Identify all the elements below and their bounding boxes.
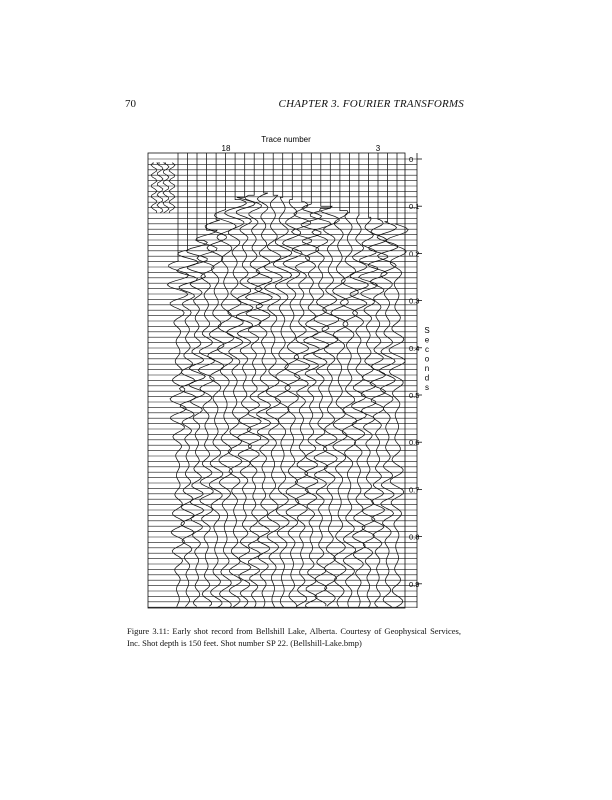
- trace-number-label: Trace number: [261, 135, 311, 144]
- timing-lines: [148, 159, 420, 607]
- time-tick-label: 0.3: [409, 296, 420, 306]
- seismic-trace: [167, 153, 188, 607]
- seconds-axis-title: [424, 326, 429, 392]
- time-tick-label: 0.8: [409, 532, 420, 542]
- seconds-axis-letter: d: [424, 373, 430, 383]
- time-tick-label: 0: [409, 155, 414, 164]
- near-offset-trace: [163, 163, 169, 213]
- time-tick-label: 0.9: [409, 579, 420, 589]
- seismic-trace: [340, 153, 358, 607]
- near-offset-trace: [169, 163, 175, 213]
- time-tick-label: 0.4: [409, 343, 420, 353]
- seismic-trace: [310, 153, 332, 606]
- figure-caption: Figure 3.11: Early shot record from Bellshill Lake, Alberta. Courtesy of Geophysical Services, Inc. Shot depth is 150 feet. Shot number SP 22. (Bellshill-Lake.bmp): [127, 626, 461, 648]
- time-tick-label: 0.7: [409, 485, 420, 495]
- seismic-trace: [196, 153, 217, 606]
- near-offset-trace: [151, 163, 157, 213]
- time-tick-label: 0.6: [409, 438, 420, 448]
- seconds-axis-letter: S: [424, 326, 430, 335]
- trace-label-3: 3: [375, 144, 381, 153]
- near-offset-trace: [157, 163, 163, 213]
- seconds-axis-letter: s: [425, 383, 429, 392]
- running-head: CHAPTER 3. FOURIER TRANSFORMS: [278, 98, 464, 110]
- time-tick-label: 0.1: [409, 202, 420, 212]
- page-number: 70: [125, 98, 136, 110]
- seconds-axis-letter: n: [424, 364, 430, 373]
- time-tick-label: 0.5: [409, 391, 420, 400]
- trace-label-18: 18: [221, 144, 231, 153]
- time-tick-label: 0.2: [409, 249, 420, 259]
- seconds-axis-letter: e: [424, 335, 430, 345]
- seconds-axis-letter: c: [425, 345, 429, 354]
- seconds-axis-letter: o: [424, 354, 430, 364]
